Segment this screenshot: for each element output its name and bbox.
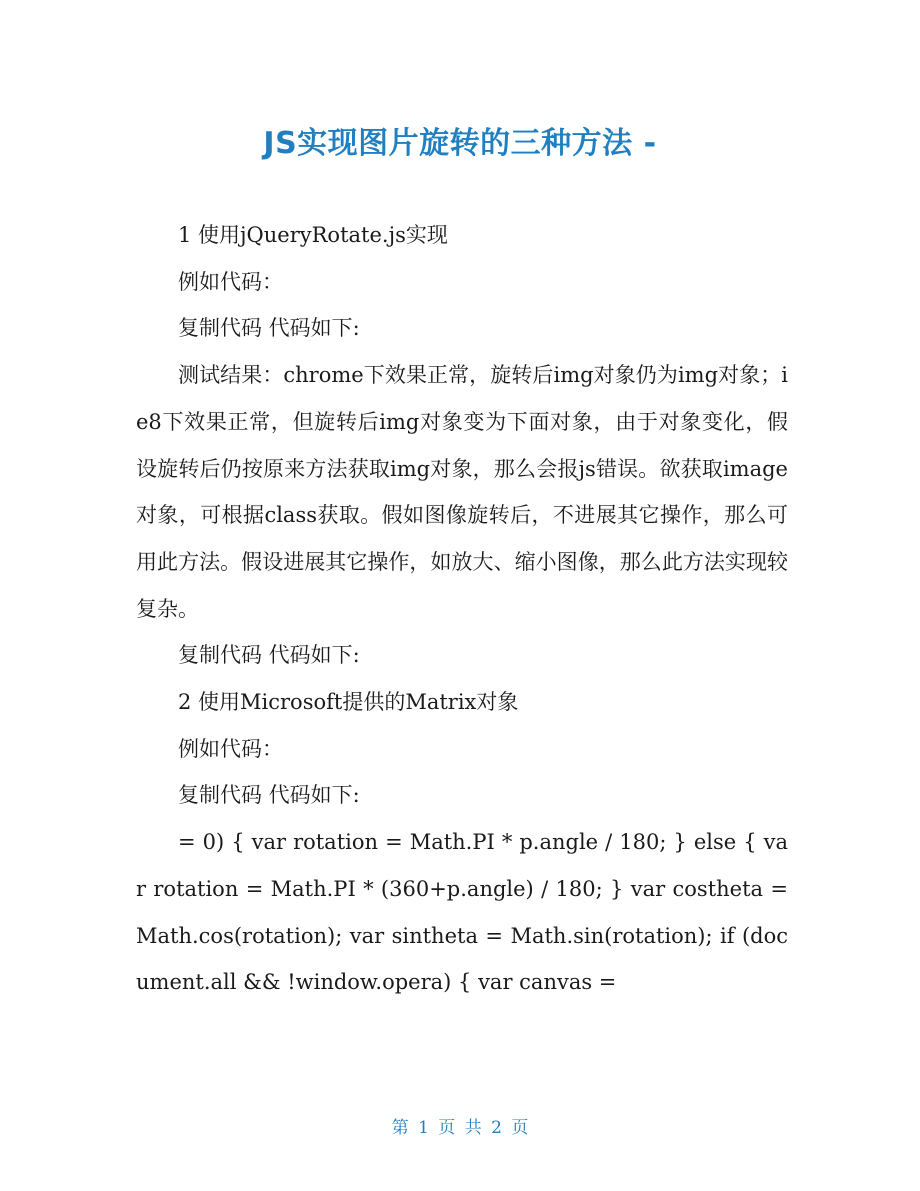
paragraph-example-code-2: 例如代码： — [178, 736, 283, 761]
paragraph-copy-code-3: 复制代码 代码如下: — [178, 783, 360, 808]
paragraph-test-results: 测试结果：chrome下效果正常，旋转后img对象仍为img对象；ie8下效果正常，但旋转后img对象变为下面对象，由于对象变化，假设旋转后仍按原来方法获取img对象，那么会报js错误。欲获取image对象，可根据class获取。假如图像旋转后，不进展其它操作，那么可用此方法。假设进展其它操作，如放大、缩小图像，那么此方法实现较复杂。 — [136, 363, 788, 621]
paragraph-code-snippet: = 0) { var rotation = Math.PI * p.angle / 180; } else { var rotation = Math.PI * (360+p.angle) / 180; } var costheta = Math.cos(rotation); var sintheta = Math.sin(rotation); if (document.all && !window.opera) { var canvas = — [136, 830, 788, 995]
document-body — [136, 212, 788, 1006]
paragraph-example-code-1: 例如代码： — [178, 269, 283, 294]
paragraph-copy-code-2: 复制代码 代码如下: — [178, 643, 360, 668]
page-number-footer: 第 1 页 共 2 页 — [391, 1118, 529, 1138]
paragraph-method-2-heading: 2 使用Microsoft提供的Matrix对象 — [178, 690, 519, 715]
paragraph-copy-code-1: 复制代码 代码如下: — [178, 316, 360, 341]
paragraph-method-1-heading: 1 使用jQueryRotate.js实现 — [178, 223, 448, 247]
document-title: JS实现图片旋转的三种方法 - — [263, 126, 657, 161]
